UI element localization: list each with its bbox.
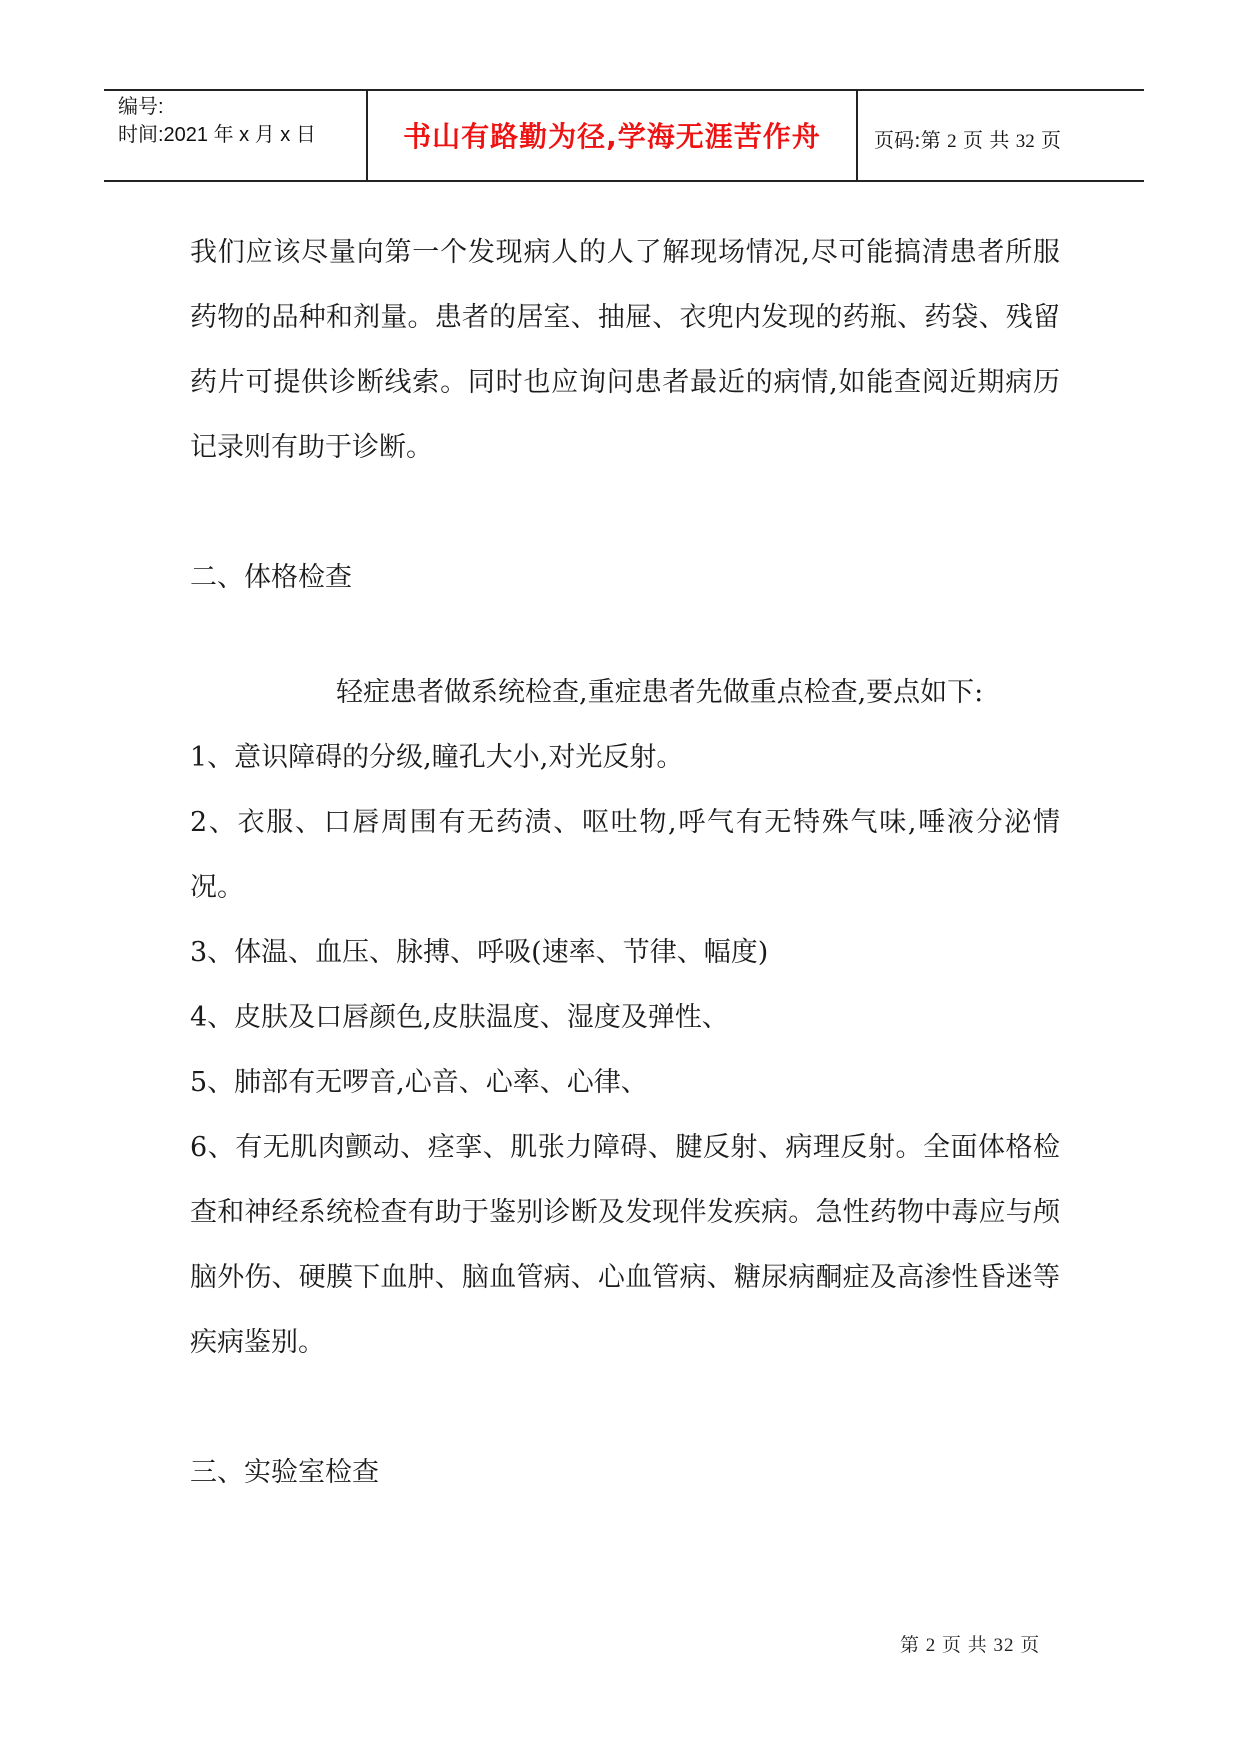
physical-exam-lead: 轻症患者做系统检查,重症患者先做重点检查,要点如下: xyxy=(336,677,984,708)
page-current-number: 2 xyxy=(947,131,957,152)
list-item: 5、肺部有无啰音,心音、心率、心律、 xyxy=(190,1067,648,1098)
page-footer: 第 2 页 共 32 页 xyxy=(900,1635,1041,1656)
list-item: 1、意识障碍的分级,瞳孔大小,对光反射。 xyxy=(190,742,684,773)
header-page-cell xyxy=(858,91,1144,180)
document-time-label: 时间:2021 年 x 月 x 日 xyxy=(118,124,316,146)
list-item: 2、衣服、口唇周围有无药渍、呕吐物,呼气有无特殊气味,唾液分泌情况。 xyxy=(190,807,1060,903)
intro-paragraph: 我们应该尽量向第一个发现病人的人了解现场情况,尽可能搞清患者所服药物的品种和剂量。患者的居室、抽屉、衣兜内发现的药瓶、药袋、残留药片可提供诊断线索。同时也应询问患者最近的病情,如能查阅近期病历记录则有助于诊断。 xyxy=(190,237,1060,463)
section-heading-physical-exam: 二、体格检查 xyxy=(190,562,352,593)
page-total-number: 32 xyxy=(1015,131,1035,152)
header-meta-cell xyxy=(104,91,368,180)
page-header xyxy=(104,89,1144,182)
section-heading-lab-exam: 三、实验室检查 xyxy=(190,1457,379,1488)
page-label-middle: 页 共 xyxy=(962,128,1010,152)
document-number-label: 编号: xyxy=(118,96,164,118)
document-body xyxy=(190,220,1060,1505)
page-label-prefix: 页码:第 xyxy=(874,128,941,152)
header-motto-cell xyxy=(368,91,858,180)
list-item: 3、体温、血压、脉搏、呼吸(速率、节律、幅度) xyxy=(190,937,769,968)
header-motto: 书山有路勤为径,学海无涯苦作舟 xyxy=(403,120,821,153)
page-label-suffix: 页 xyxy=(1041,128,1062,152)
list-item: 6、有无肌肉颤动、痉挛、肌张力障碍、腱反射、病理反射。全面体格检查和神经系统检查有助于鉴别诊断及发现伴发疾病。急性药物中毒应与颅脑外伤、硬膜下血肿、脑血管病、心血管病、糖尿病酮症及高渗性昏迷等疾病鉴别。 xyxy=(190,1132,1060,1358)
list-item: 4、皮肤及口唇颜色,皮肤温度、湿度及弹性、 xyxy=(190,1002,729,1033)
